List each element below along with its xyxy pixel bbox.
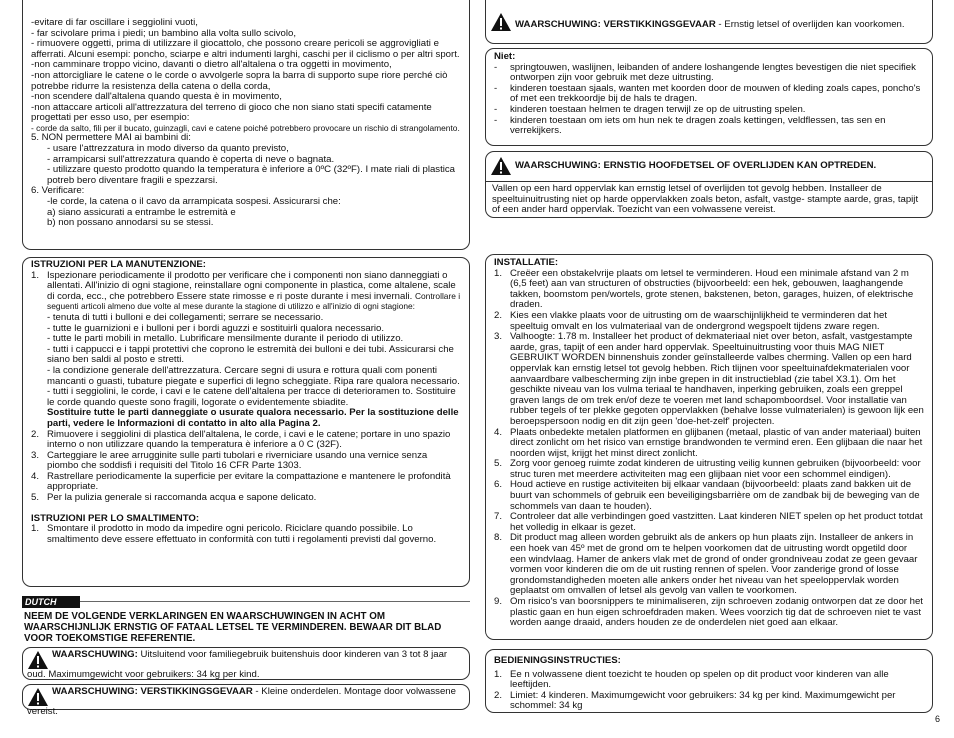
maintenance-text: - tutti i cappucci e i tappi protettivi che coprono le estremità dei bulloni e dei tubi. Assicurarsi che siano ben saldi al posto e stretti. (47, 343, 454, 366)
warning-triangle-icon (490, 156, 512, 176)
it-safety-line: -non attorcigliare le catene o le corde o avvolgerle sopra la barra di supporto supe riore perché ciò potrebbe ridurre la resistenza della catena o della corda, (31, 69, 448, 92)
it-safety-line: -non camminare troppo vicino, davanti o dietro all'altalena o tra oggetti in movimento, (31, 59, 392, 71)
installation-item: 3. Valhoogte: 1.78 m. Installeer het product of dekmateriaal niet over beton, asfalt, vastgestampte aarde, gras, tapijt of een ander hard oppervlak. Speeltuinuitrusting voor thuis MAG NIET GEBRUIKT WORDEN binnenshuis zonder geïnstalleerde valbes cherming. Vallen op een hard oppervlak kan ernstig letsel tot gevolg hebben. Rich tlijnen voor speeltuinafdekmaterialen voor aanvaardbare valbescherming zijn inbe grepen in dit instructieblad (zie tabel X3.1). Om het geschikte niveau van los vulma teriaal te handhaven, inperking gebruiken, zoals een greppel graven langs de om trek en/of deze te voeren met land schapomboordsel. Voor installatie van rubber tegels of ter plekke gegoten oppervlakken (behalve losse vulmaterialen) is gewoon lijk een beroepspersoon nodig en dit zijn geen 'doe-het-zelf' projecten. (494, 331, 924, 427)
maintenance-text: Controllare i seguenti articoli almeno due volte al mese durante la stagione di utilizzo e all'inizio di ogni stagione: (47, 290, 461, 312)
dutch-language-label: DUTCH (22, 596, 80, 608)
maintenance-bold: Sostituire tutte le parti danneggiate o usurate qualora necessario. Per la sostituzione delle parti, vedere le Informazioni di contatto in alto alla Pagina 2. (47, 407, 459, 429)
maintenance-item: 1. Ispezionare periodicamente il prodotto per verificare che i componenti non siano danneggiati o allentati. All'inizio di ogni stagione, reinstallare ogni componente in plastica, come altalene, scale di corda, ecc., che potrebbero Essere state rimosse e ri poste durante i mesi invernali. Controllare i seguenti articoli almeno due volte al mese durante la stagione di utilizzo e all'inizio di ogni stagione: - tenuta di tutti i bulloni e dei collegamenti; serrare se necessario. - tutte le guarnizioni e i bulloni per i bordi aguzzi e sostituirli qualora necessario. - tutte le parti mobili in metallo. Lubrificare mensilmente durante il periodo di utilizzo. - tutti i cappucci e i tappi protettivi che coprono le estremità dei bulloni e dei tubi. Assicurarsi che siano ben saldi al posto e stretti. - la condizione generale dell'attrezzatura. Cercare segni di usura e rottura quali com ponenti mancanti o guasti, tubature piegate e superfici di legno scheggiate. Ripa rare qualora necessario. - tutti i seggiolini, le corde, i cavi e le catene dell'altalena per tracce di deterioramen to. Sostituire le corde quando queste sono fragili, logorate o evidentemente sbiadite. Sostituire tutte le parti danneggiate o usurate qualora necessario. Per la sostituzione delle parti, vedere le Informazioni di contatto in alto alla Pagina 2. (31, 269, 461, 429)
dutch-intro: NEEM DE VOLGENDE VERKLARINGEN EN WAARSCHUWINGEN IN ACHT OM WAARSCHIJNLIJK ERNSTIG OF FATAAL LETSEL TE VERMINDEREN. BEWAAR DIT BLAD VOOR TOEKOMSTIGE REFERENTIE. (24, 611, 442, 644)
disposal-list (31, 524, 461, 545)
installation-item: 5. Zorg voor genoeg ruimte zodat kinderen de uitrusting veilig kunnen gebruiken (bijvoorbeeld: voor struc turen met meerdere activiteiten mag een glijbaan niet voor een schommel eindigen). (494, 458, 921, 480)
installation-title: INSTALLATIE: (494, 257, 559, 268)
warning-triangle-icon (27, 650, 49, 670)
warning-text: Vallen op een hard oppervlak kan ernstig letsel of overlijden tot gevolg hebben. Installeer de speeltuinuitrusting niet op harde oppervlakken zoals beton, asfalt, vastge- stampte aarde, gras, tapijt of een ander hard oppervlak. Toezicht van een volwassene vereist. (486, 181, 932, 216)
dutch-warning-age (22, 647, 470, 680)
niet-box (485, 48, 933, 146)
it-item6-line: -le corde, la catena o il cavo da arrampicata sospesi. Assicurarsi che: (47, 195, 341, 207)
warning-triangle-icon (490, 12, 512, 32)
it-item6-line: b) non possano annodarsi su se stessi. (47, 217, 214, 229)
warning-label: WAARSCHUWING: (52, 649, 138, 660)
warning-label: WAARSCHUWING: ERNSTIG HOOFDETSEL OF OVERLIJDEN KAN OPTREDEN. (515, 160, 877, 171)
it-safety-line: -non scendere dall'altalena quando questa è in movimento, (31, 91, 282, 103)
disposal-item: 1. Smontare il prodotto in modo da impedire ogni pericolo. Riciclare quando possibile. Lo smaltimento deve essere effettuato in conformità con tutti i regolamenti previsti dal governo. (31, 523, 437, 545)
maintenance-item: 2. Rimuovere i seggiolini di plastica dell'altalena, le corde, i cavi e le catene; portare in uno spazio interno o non utilizzare quando la temperatura è inferiore a 0 C (32F). (31, 428, 451, 451)
warning-label: WAARSCHUWING: VERSTIKKINGSGEVAAR (515, 19, 716, 30)
installation-item: 1. Creëer een obstakelvrije plaats om letsel te verminderen. Houd een minimale afstand van 2 m (6,5 feet) aan van structuren of obstructies (bijvoorbeeld: een hek, gebouwen, laaghangende takken, boomstom pen/wortels, grote stenen, bakstenen, beton, garages, huizen, of elektrische draden. (494, 267, 914, 311)
installation-list (494, 269, 924, 629)
installation-item: 8. Dit product mag alleen worden gebruikt als de ankers op hun plaats zijn. Installeer de ankers in een hoek van 45º met de grond om te helpen voorkomen dat de uitrusting wordt opgetild door een windvlaag. Hamer de ankers vlak met de grond of onder grondniveau zodat ze geen gevaar vormen voor kinderen die om de uit rusting rennen of spelen. Voor zanderige grond of losse grondomstandigheden moeten alle ankers onder het niveau van het speeloppervlak worden geplaatst om omvallen of letsel als gevolg van vallen te voorkomen. (494, 532, 918, 597)
niet-item: - kinderen toestaan om iets om hun nek te dragen zoals kettingen, veldflessen, tas sen en verrekijkers. (494, 114, 886, 137)
maintenance-list (31, 271, 461, 504)
warning-text: Uitsluitend voor familiegebruik buitenshuis door kinderen van 3 tot 8 jaar oud. Maximumgewicht voor gebruikers: 34 kg per kind. (27, 649, 448, 680)
dutch-warning-choking (22, 684, 470, 717)
maintenance-text: Ispezionare periodicamente il prodotto per verificare che i componenti non siano danneggiati o allentati. All'inizio di ogni stagione, reinstallare ogni componente in plastica, come altalene, scale di corda, ecc., che potrebbero Essere state rimosse e ri poste durante i mesi invernali. (47, 269, 456, 302)
operating-item: 1. Ee n volwassene dient toezicht te houden op spelen op dit product voor kinderen van alle leeftijden. (494, 668, 889, 691)
installation-box (485, 254, 933, 640)
maintenance-item: 4. Rastrellare periodicamente la superficie per evitare la compattazione e mantenere le profondità appropriate. (31, 470, 451, 493)
it-safety-line: - corde da salto, fili per il bucato, guinzagli, cavi e catene poiché potrebbero provocare un rischio di strangolamento. (31, 122, 460, 133)
maintenance-text: - tutti i seggiolini, le corde, i cavi e le catene dell'altalena per tracce di deterioramen to. Sostituire le corde quando queste sono fragili, logorate o evidentemente sbiadite. (47, 386, 456, 408)
operating-title: BEDIENINGSINSTRUCTIES: (494, 655, 621, 666)
installation-item: 9. Om risico's van boorsnippers te minimaliseren, zijn schroeven zodanig ontworpen dat ze door het plastic gaan en hun eigen schroefdraden maken. Wees voorzich tig dat de schroeven niet te vast worden aange draaid, anders houden ze de onderdelen niet goed aan elkaar. (494, 596, 923, 629)
warning-label: WAARSCHUWING: VERSTIKKINGSGEVAAR (52, 686, 253, 697)
head-injury-warning-box (485, 151, 933, 218)
it-safety-box (22, 0, 470, 250)
maintenance-text: - tutte le parti mobili in metallo. Lubrificare mensilmente durante il periodo di utilizzo. (47, 333, 404, 345)
it-item6-line: a) siano assicurati a entrambe le estremità e (47, 206, 236, 218)
it-item5-title: 5. NON permettere MAI ai bambini di: (31, 132, 191, 144)
operating-box (485, 649, 933, 713)
choking-warning-box (485, 0, 933, 44)
it-safety-line: -evitare di far oscillare i seggiolini vuoti, (31, 17, 198, 28)
maintenance-text: - tutte le guarnizioni e i bulloni per i bordi aguzzi e sostituirli qualora necessario. (47, 322, 385, 334)
operating-list (494, 670, 924, 712)
divider (80, 601, 470, 602)
it-safety-line: -non attaccare articoli all'attrezzatura del terreno di gioco che non siano stati specifi catamente progettati per esso uso, per esempio: (31, 101, 432, 124)
page-number: 6 (935, 714, 941, 724)
it-item5-line: - arrampicarsi sull'attrezzatura quando è coperta di neve o bagnata. (47, 153, 335, 165)
warning-text: - Ernstig letsel of overlijden kan voorkomen. (715, 19, 905, 30)
warning-text: - Kleine onderdelen. Montage door volwassene vereist. (27, 686, 456, 717)
installation-item: 2. Kies een vlakke plaats voor de uitrusting om de waarschijnlijkheid te verminderen dat het speeltuig omvalt en los vulmateriaal van de ondergrond wegspoelt tijdens zware regen. (494, 309, 888, 332)
installation-item: 4. Plaats onbedekte metalen platformen en glijbanen (metaal, plastic of van ander materiaal) buiten direct zonlicht om het risico van ernstige brandwonden te vermind eren. Een glijbaan die naar het noorden wijst, krijgt het minst direct zonlicht. (494, 426, 923, 459)
niet-item: - kinderen toestaan sjaals, wanten met koorden door de mouwen of kleding zoals capes, poncho's of met een trekkoordje bij de hals te dragen. (494, 82, 921, 105)
it-safety-line: - far scivolare prima i piedi; un bambino alla volta sullo scivolo, (31, 27, 297, 39)
niet-list (494, 63, 924, 137)
maintenance-title: ISTRUZIONI PER LA MANUTENZIONE: (31, 259, 206, 270)
installation-item: 7. Controleer dat alle verbindingen goed vastzitten. Laat kinderen NIET spelen op het product totdat het volledig in elkaar is gezet. (494, 511, 923, 533)
maintenance-item: 5. Per la pulizia generale si raccomanda acqua e sapone delicato. (31, 492, 317, 504)
it-item5-line: - utilizzare questo prodotto quando la temperatura è inferiore a 0ºC (32ºF). I mate riali di plastica potreb bero diventare fragili e spezzarsi. (47, 164, 456, 186)
disposal-title: ISTRUZIONI PER LO SMALTIMENTO: (31, 512, 200, 524)
installation-item: 6. Houd actieve en rustige activiteiten bij elkaar vandaan (bijvoorbeeld: plaats zand bakken uit de buurt van schommels of gebruik een beveiligingsbarrière om de zandbak bij de beweging van de schommels van daan te houden). (494, 479, 920, 512)
maintenance-text: - la condizione generale dell'attrezzatura. Cercare segni di usura e rottura quali com ponenti mancanti o guasti, tubature piegate e superfici di legno scheggiate. Ripa rare qualora necessario. (47, 364, 460, 387)
operating-item: 2. Limiet: 4 kinderen. Maximumgewicht voor gebruikers: 34 kg per kind. Maximumgewicht per schommel: 34 kg (494, 689, 896, 712)
niet-item: - kinderen toestaan helmen te dragen terwijl ze op de uitrusting spelen. (494, 103, 806, 115)
it-safety-line: - rimuovere oggetti, prima di utilizzare il giocattolo, che possono creare pericoli se aggrovigliati e afferrati. Alcuni esempi: poncho, sciarpe e altri indumenti larghi, caschi per il ciclismo o per altri sport. (31, 38, 460, 60)
it-maintenance-box (22, 257, 470, 587)
warning-triangle-icon (27, 687, 49, 707)
niet-item: - springtouwen, waslijnen, leibanden of andere loshangende lengtes bevestigen die niet specifiek ontworpen zijn voor gebruik met deze uitrusting. (494, 61, 916, 84)
niet-title: Niet: (494, 51, 516, 62)
it-item6-title: 6. Verificare: (31, 185, 85, 197)
maintenance-item: 3. Carteggiare le aree arrugginite sulle parti tubolari e riverniciare usando una vernice senza piombo che soddisfi i requisiti del Titolo 16 CFR Parte 1303. (31, 449, 428, 472)
maintenance-text: - tenuta di tutti i bulloni e dei collegamenti; serrare se necessario. (47, 311, 324, 323)
it-item5-line: - usare l'attrezzatura in modo diverso da quanto previsto, (47, 142, 289, 154)
